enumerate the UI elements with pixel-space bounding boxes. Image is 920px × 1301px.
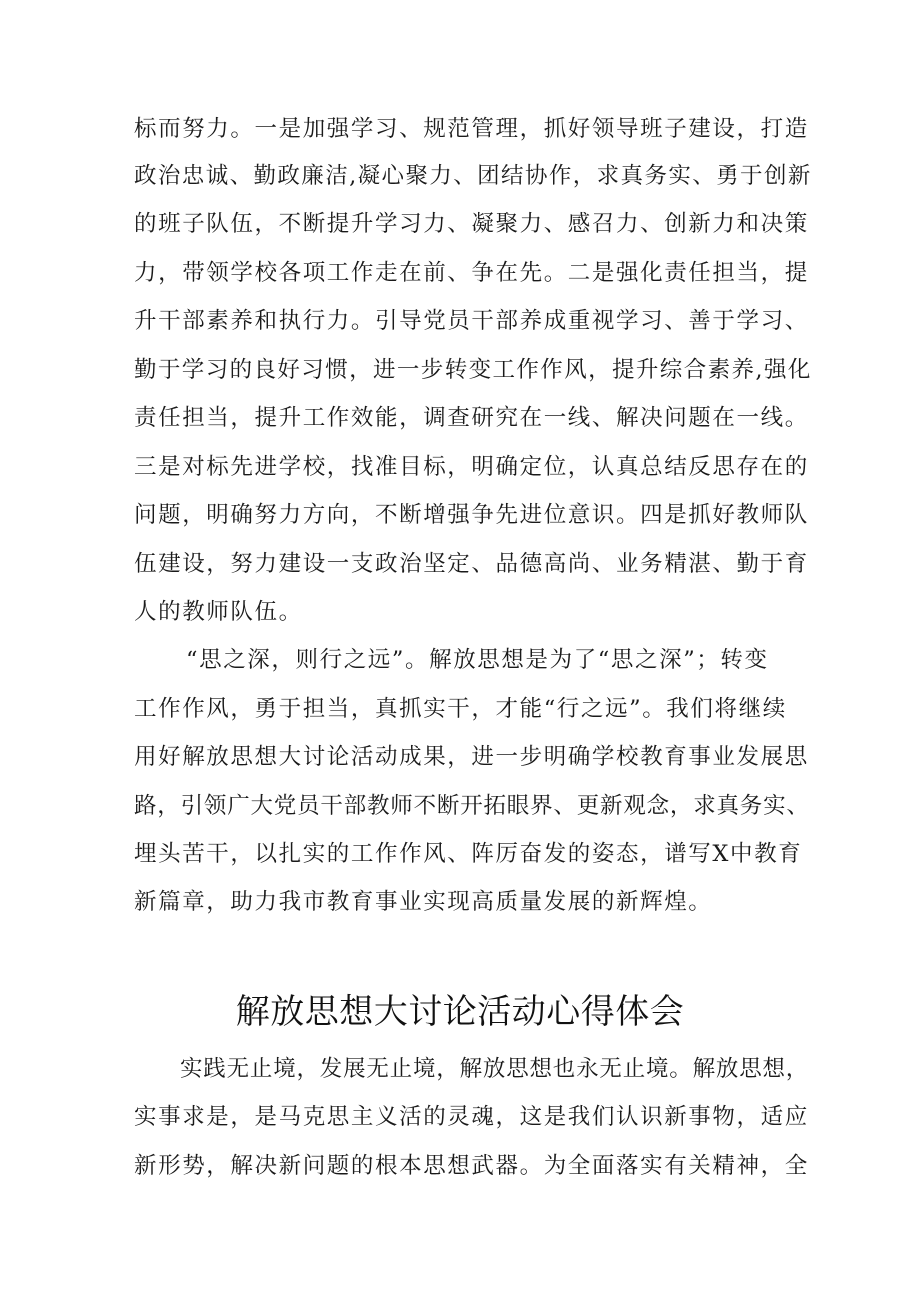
text-line: 政治忠诚、勤政廉洁,凝心聚力、团结协作，求真务实、勇于创新 (134, 163, 812, 189)
text-line: 勤于学习的良好习惯，进一步转变工作作风，提升综合素养,强化 (134, 357, 812, 383)
text-line: 用好解放思想大讨论活动成果，进一步明确学校教育事业发展思 (134, 744, 809, 770)
text-line: 力，带领学校各项工作走在前、争在先。二是强化责任担当，提 (134, 260, 809, 286)
text-line: 路，引领广大党员干部教师不断开拓眼界、更新观念，求真务实、 (134, 793, 810, 819)
text-line: 实事求是，是马克思主义活的灵魂，这是我们认识新事物，适应 (134, 1104, 809, 1130)
text-line: 三是对标先进学校，找准目标，明确定位，认真总结反思存在的 (134, 454, 809, 480)
text-line: 责任担当，提升工作效能，调查研究在一线、解决问题在一线。 (134, 405, 809, 431)
article-title: 解放思想大讨论活动心得体会 (235, 992, 685, 1032)
text-line: 新形势，解决新问题的根本思想武器。为全面落实有关精神，全 (134, 1153, 809, 1179)
text-line: 新篇章，助力我市教育事业实现高质量发展的新辉煌。 (134, 889, 713, 915)
text-line: 升干部素养和执行力。引导党员干部养成重视学习、善于学习、 (134, 308, 809, 334)
text-line: 问题，明确努力方向，不断增强争先进位意识。四是抓好教师队 (134, 502, 809, 528)
text-line: 标而努力。一是加强学习、规范管理，抓好领导班子建设，打造 (134, 116, 809, 142)
text-line: “思之深，则行之远”。解放思想是为了“思之深”；转变 (186, 647, 769, 673)
text-line: 伍建设，努力建设一支政治坚定、品德高尚、业务精湛、勤于育 (134, 551, 809, 577)
text-line: 人的教师队伍。 (134, 599, 303, 625)
text-line: 埋头苦干，以扎实的工作作风、阵厉奋发的姿态，谱写X中教育 (134, 841, 803, 867)
text-line: 实践无止境，发展无止境，解放思想也永无止境。解放思想， (180, 1056, 810, 1082)
text-line: 的班子队伍，不断提升学习力、凝聚力、感召力、创新力和决策 (134, 211, 809, 237)
text-line: 工作作风，勇于担当，真抓实干，才能“行之远”。我们将继续 (134, 696, 787, 722)
